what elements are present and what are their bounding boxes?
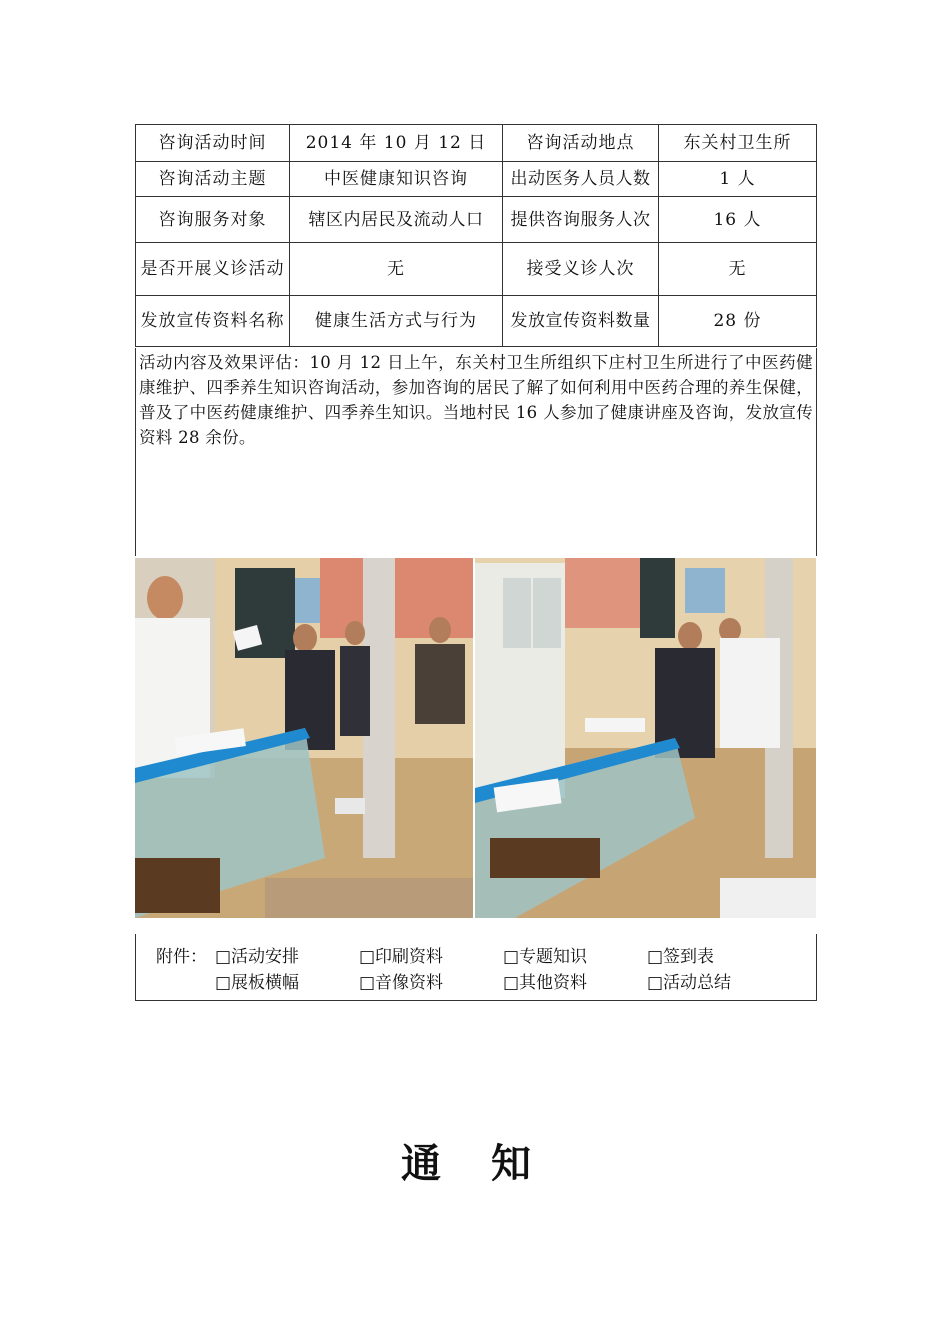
table-row	[136, 197, 817, 243]
field-label: 发放宣传资料数量	[503, 296, 659, 347]
attachment-checkbox-sign-in-sheet[interactable]: □签到表	[647, 947, 715, 967]
field-value: 1 人	[659, 162, 817, 197]
field-value: 16 人	[659, 197, 817, 243]
table-row	[136, 296, 817, 347]
activity-photo-left	[135, 558, 473, 918]
field-value: 辖区内居民及流动人口	[290, 197, 503, 243]
field-label: 咨询活动主题	[136, 162, 290, 197]
table-row	[136, 162, 817, 197]
attachment-checkbox-printed-material[interactable]: □印刷资料	[359, 947, 444, 967]
field-value: 2014 年 10 月 12 日	[290, 125, 503, 162]
field-label: 发放宣传资料名称	[136, 296, 290, 347]
field-label: 咨询服务对象	[136, 197, 290, 243]
notice-title: 通 知	[401, 1140, 549, 1187]
field-label: 是否开展义诊活动	[136, 243, 290, 296]
attachment-checkbox-topic-knowledge[interactable]: □专题知识	[503, 947, 588, 967]
attachment-checkbox-banner[interactable]: □展板横幅	[215, 973, 300, 993]
attachment-checkbox-summary[interactable]: □活动总结	[647, 973, 732, 993]
activity-evaluation-text: 活动内容及效果评估：10 月 12 日上午，东关村卫生所组织下庄村卫生所进行了中医药健康维护、四季养生知识咨询活动，参加咨询的居民了解了如何利用中医药合理的养生保健，普及了中医药健康维护、四季养生知识。当地村民 16 人参加了健康讲座及咨询，发放宣传资料 28 余份。	[139, 353, 813, 447]
attachment-checkbox-audio-video[interactable]: □音像资料	[359, 973, 444, 993]
attachments-label: 附件：	[156, 947, 207, 967]
field-value: 无	[659, 243, 817, 296]
table-row	[136, 243, 817, 296]
attachments-section	[135, 934, 817, 1001]
attachment-checkbox-activity-schedule[interactable]: □活动安排	[215, 947, 300, 967]
field-value: 28 份	[659, 296, 817, 347]
field-label: 接受义诊人次	[503, 243, 659, 296]
field-value: 东关村卫生所	[659, 125, 817, 162]
table-row	[136, 125, 817, 162]
activity-photos	[135, 558, 816, 918]
field-value: 中医健康知识咨询	[290, 162, 503, 197]
field-value: 健康生活方式与行为	[290, 296, 503, 347]
field-label: 咨询活动时间	[136, 125, 290, 162]
field-label: 提供咨询服务人次	[503, 197, 659, 243]
field-label: 出动医务人员人数	[503, 162, 659, 197]
consultation-form-table	[135, 124, 817, 347]
activity-evaluation-box	[135, 348, 817, 556]
field-label: 咨询活动地点	[503, 125, 659, 162]
attachment-checkbox-other[interactable]: □其他资料	[503, 973, 588, 993]
activity-photo-right	[475, 558, 816, 918]
field-value: 无	[290, 243, 503, 296]
